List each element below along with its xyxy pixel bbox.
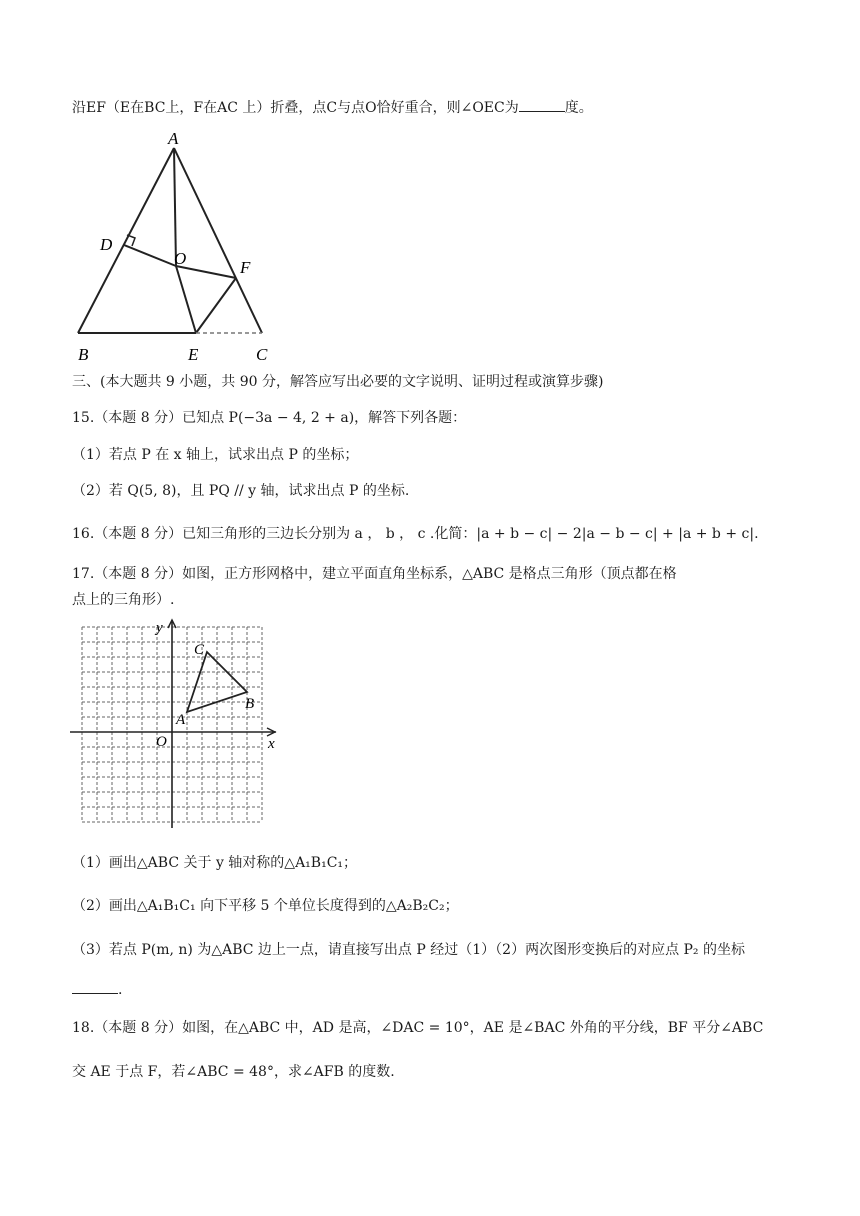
segment-ef	[196, 278, 236, 333]
triangle-fold-figure	[70, 128, 290, 368]
label-a: A	[168, 129, 179, 148]
segment-ab	[78, 148, 174, 333]
axis-label-x: x	[268, 736, 275, 752]
label-f: F	[240, 258, 251, 277]
intro-text: 沿EF（E在BC上，F在AC 上）折叠，点C与点O恰好重合，则∠OEC为	[72, 100, 519, 116]
label-e: E	[188, 345, 199, 364]
vertex-label-b: B	[245, 696, 255, 712]
segment-do	[124, 245, 176, 266]
q17-part3-answer	[72, 980, 122, 1000]
label-o: O	[174, 249, 187, 268]
q17-answer-blank[interactable]	[72, 980, 118, 994]
vertex-label-c: C	[194, 642, 205, 658]
q17-part1: （1）画出△ABC 关于 y 轴对称的△A₁B₁C₁；	[72, 855, 358, 871]
segment-oe	[176, 266, 196, 333]
answer-blank[interactable]	[519, 98, 565, 112]
label-d: D	[100, 235, 113, 254]
q18-stem-line1: 18.（本题 8 分）如图，在△ABC 中，AD 是高，∠DAC = 10°，AE 是∠BAC 外角的平分线，BF 平分∠ABC	[72, 1020, 764, 1036]
section-three-header: 三、(本大题共 9 小题，共 90 分，解答应写出必要的文字说明、证明过程或演算步骤)	[72, 374, 604, 390]
q15-part1: （1）若点 P 在 x 轴上，试求出点 P 的坐标；	[72, 447, 359, 463]
q15-part2: （2）若 Q(5, 8)，且 PQ // y 轴，试求出点 P 的坐标.	[72, 483, 410, 499]
label-b: B	[78, 345, 89, 364]
q17-stem-line2: 点上的三角形）.	[72, 592, 175, 608]
coordinate-grid-figure	[70, 616, 280, 830]
q17-part3-end: .	[118, 982, 123, 998]
intro-suffix: 度。	[564, 100, 593, 116]
vertex-label-a: A	[176, 712, 186, 728]
q17-part2: （2）画出△A₁B₁C₁ 向下平移 5 个单位长度得到的△A₂B₂C₂；	[72, 898, 459, 914]
q18-stem-line2: 交 AE 于点 F，若∠ABC = 48°，求∠AFB 的度数.	[72, 1064, 395, 1080]
q17-part3: （3）若点 P(m, n) 为△ABC 边上一点，请直接写出点 P 经过（1）（2）两次图形变换后的对应点 P₂ 的坐标	[72, 942, 745, 958]
label-c: C	[256, 345, 268, 364]
axis-label-y: y	[156, 620, 163, 636]
q17-stem-line1: 17.（本题 8 分）如图，正方形网格中，建立平面直角坐标系，△ABC 是格点三角形（顶点都在格	[72, 566, 677, 582]
q16-stem: 16.（本题 8 分）已知三角形的三边长分别为 a ， b ， c .化简：|a + b − c| − 2|a − b − c| + |a + b + c|.	[72, 526, 759, 542]
intro-line	[72, 98, 593, 118]
q15-stem: 15.（本题 8 分）已知点 P(−3a − 4, 2 + a)，解答下列各题：	[72, 410, 467, 426]
origin-label: O	[156, 734, 167, 750]
